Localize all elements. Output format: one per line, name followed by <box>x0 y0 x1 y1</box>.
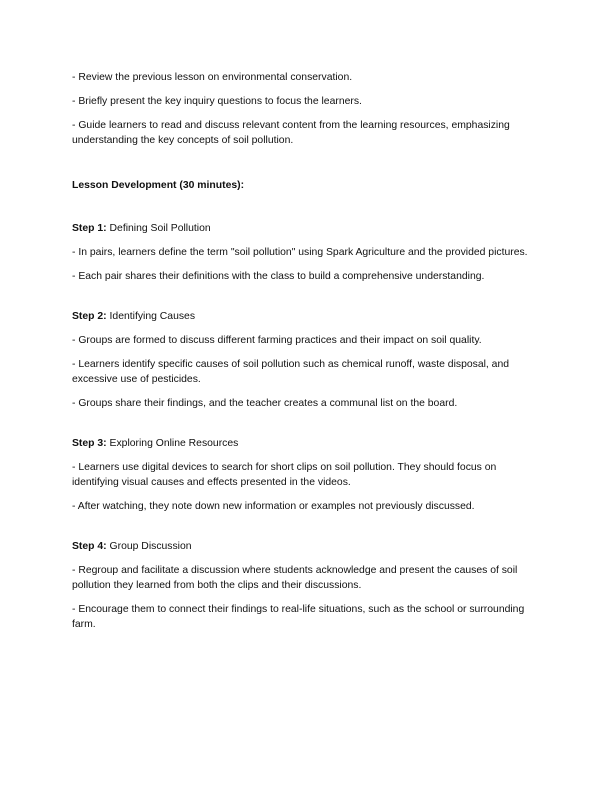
section-heading: Lesson Development (30 minutes): <box>72 180 245 191</box>
step-label: Step 4: <box>72 541 107 552</box>
step-label: Step 3: <box>72 438 107 449</box>
step-title: Defining Soil Pollution <box>109 223 211 234</box>
step-title: Identifying Causes <box>109 311 196 322</box>
step-item: - In pairs, learners define the term "soil pollution" using Spark Agriculture and the provided pictures. <box>72 247 528 258</box>
step-item: - Encourage them to connect their findings to real-life situations, such as the school or surrounding farm. <box>72 604 525 630</box>
step-title: Exploring Online Resources <box>109 438 239 449</box>
step-item: - Groups are formed to discuss different farming practices and their impact on soil quality. <box>72 335 482 346</box>
intro-item: - Review the previous lesson on environmental conservation. <box>72 72 353 83</box>
step-label: Step 2: <box>72 311 107 322</box>
step-heading <box>72 436 544 451</box>
step-item: - After watching, they note down new information or examples not previously discussed. <box>72 501 475 512</box>
step-item: - Learners identify specific causes of soil pollution such as chemical runoff, waste disposal, and excessive use of pesticides. <box>72 359 510 385</box>
step-title: Group Discussion <box>109 541 192 552</box>
intro-item: - Guide learners to read and discuss relevant content from the learning resources, emphasizing understanding the key concepts of soil pollution. <box>72 120 510 146</box>
step-item: - Each pair shares their definitions with the class to build a comprehensive understanding. <box>72 271 485 282</box>
document-page <box>72 70 544 641</box>
step-item: - Learners use digital devices to search for short clips on soil pollution. They should focus on identifying visual causes and effects presented in the videos. <box>72 462 497 488</box>
intro-item: - Briefly present the key inquiry questions to focus the learners. <box>72 96 362 107</box>
step-item: - Regroup and facilitate a discussion where students acknowledge and present the causes of soil pollution they learned from both the clips and their discussions. <box>72 565 518 591</box>
step-heading <box>72 221 544 236</box>
step-heading <box>72 309 544 324</box>
step-heading <box>72 539 544 554</box>
step-item: - Groups share their findings, and the teacher creates a communal list on the board. <box>72 398 458 409</box>
step-label: Step 1: <box>72 223 107 234</box>
